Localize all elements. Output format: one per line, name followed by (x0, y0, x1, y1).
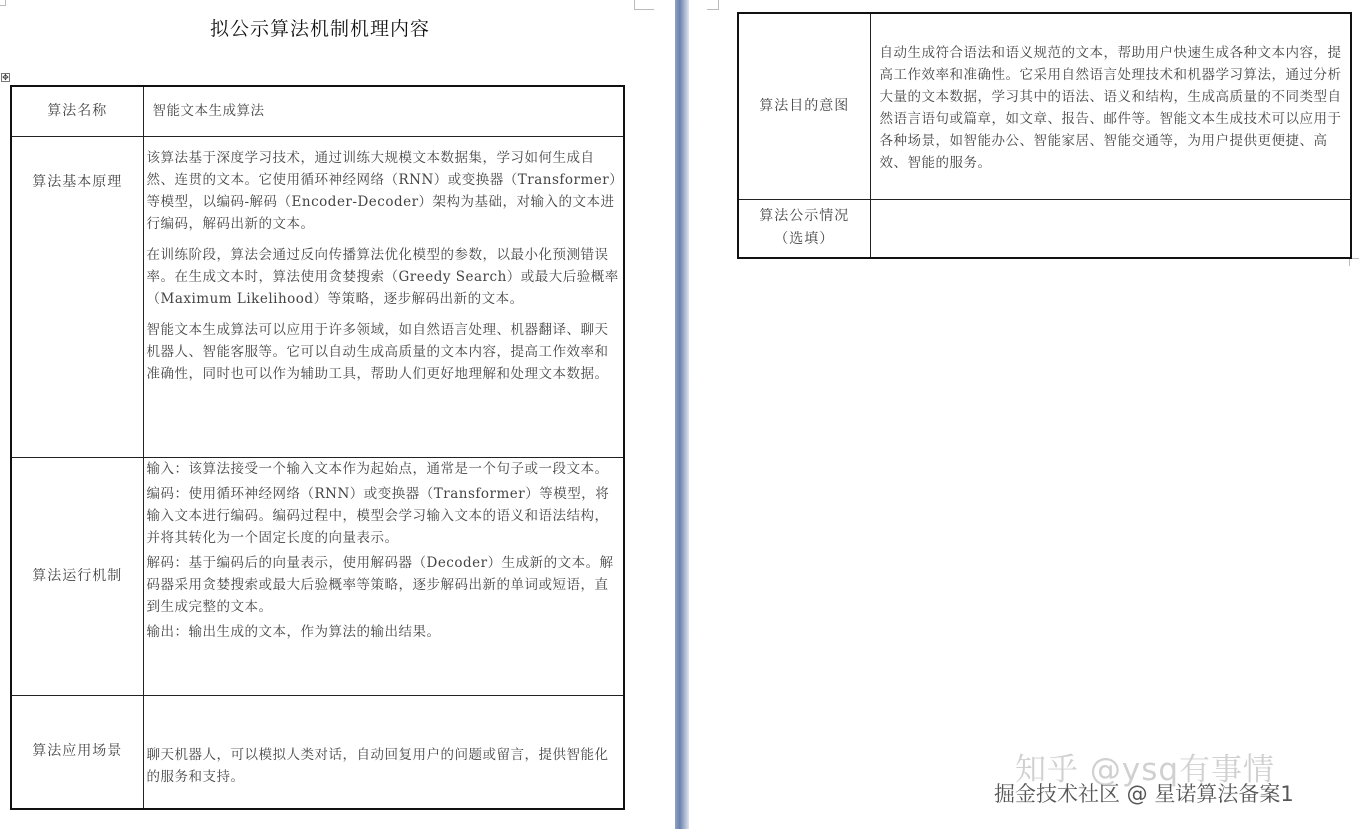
table-row (11, 457, 624, 695)
row-content-operating-mechanism (143, 457, 624, 695)
zhihu-watermark: 知乎 @ysq有事情 (1015, 752, 1276, 788)
content-paragraph: 输入：该算法接受一个输入文本作为起始点，通常是一个句子或一段文本。 (146, 460, 609, 477)
row-label-disclosure-status (738, 199, 870, 258)
label-line: 算法公示情况 (759, 208, 850, 225)
row-label-operating-mechanism: 算法运行机制 (11, 457, 143, 695)
algorithm-table-right (737, 12, 1352, 259)
content-paragraph: 在训练阶段，算法会通过反向传播算法优化模型的参数，以最小化预测错误率。在生成文本时，算法使用贪婪搜索（Greedy Search）或最大后验概率（Maximum Likelihood）等策略，逐步解码出新的文本。 (146, 246, 619, 307)
row-label-basic-principle: 算法基本原理 (11, 136, 143, 457)
page-corner-mark (1349, 258, 1359, 266)
row-label-purpose-intent: 算法目的意图 (738, 13, 870, 199)
content-paragraph: 智能文本生成算法可以应用于许多领域，如自然语言处理、机器翻译、聊天机器人、智能客服等。它可以自动生成高质量的文本内容，提高工作效率和准确性，同时也可以作为辅助工具，帮助人们更好地理解和处理文本数据。 (146, 321, 609, 382)
document-title: 拟公示算法机制机理内容 (209, 18, 430, 40)
table-row (738, 13, 1351, 199)
content-paragraph: 聊天机器人，可以模拟人类对话，自动回复用户的问题或留言，提供智能化的服务和支持。 (146, 746, 609, 785)
page-corner-mark (0, 0, 6, 6)
label-line: （选填） (774, 231, 835, 248)
table-row (11, 86, 624, 136)
juejin-watermark: 掘金技术社区 @ 星诺算法备案1 (994, 782, 1294, 806)
page-corner-mark (634, 0, 654, 10)
content-paragraph: 该算法基于深度学习技术，通过训练大规模文本数据集，学习如何生成自然、连贯的文本。它使用循环神经网络（RNN）或变换器（Transformer）等模型，以编码-解码（Encoder-Decoder）架构为基础，对输入的文本进行编码，解码出新的文本。 (146, 149, 617, 232)
algorithm-table-left (10, 85, 625, 810)
row-content-disclosure-status[interactable] (870, 199, 1351, 258)
table-row (11, 136, 624, 457)
page-gutter (675, 0, 689, 829)
row-label-algorithm-name: 算法名称 (11, 86, 143, 136)
content-paragraph: 解码：基于编码后的向量表示，使用解码器（Decoder）生成新的文本。解码器采用贪婪搜索或最大后验概率等策略，逐步解码出新的单词或短语，直到生成完整的文本。 (146, 554, 614, 615)
row-label-application-scenario: 算法应用场景 (11, 695, 143, 809)
row-content-purpose-intent (870, 13, 1351, 199)
page-corner-mark (707, 0, 719, 10)
table-row (11, 695, 624, 809)
content-paragraph: 智能文本生成算法 (152, 103, 265, 120)
table-row (738, 199, 1351, 258)
row-content-application-scenario (143, 695, 624, 809)
content-paragraph: 编码：使用循环神经网络（RNN）或变换器（Transformer）等模型，将输入文本进行编码。编码过程中，模型会学习输入文本的语义和语法结构，并将其转化为一个固定长度的向量表示。 (146, 485, 610, 546)
row-content-algorithm-name (143, 86, 624, 136)
table-move-handle-icon[interactable]: ✥ (2, 73, 9, 82)
row-content-basic-principle (143, 136, 624, 457)
content-paragraph: 自动生成符合语法和语义规范的文本，帮助用户快速生成各种文本内容，提高工作效率和准确性。它采用自然语言处理技术和机器学习算法，通过分析大量的文本数据，学习其中的语法、语义和结构，生成高质量的不同类型自然语言语句或篇章，如文章、报告、邮件等。智能文本生成技术可以应用于各种场景，如智能办公、智能家居、智能交通等，为用户提供更便捷、高效、智能的服务。 (879, 45, 1342, 171)
content-paragraph: 输出：输出生成的文本，作为算法的输出结果。 (146, 623, 441, 640)
document-page-left (0, 0, 675, 829)
